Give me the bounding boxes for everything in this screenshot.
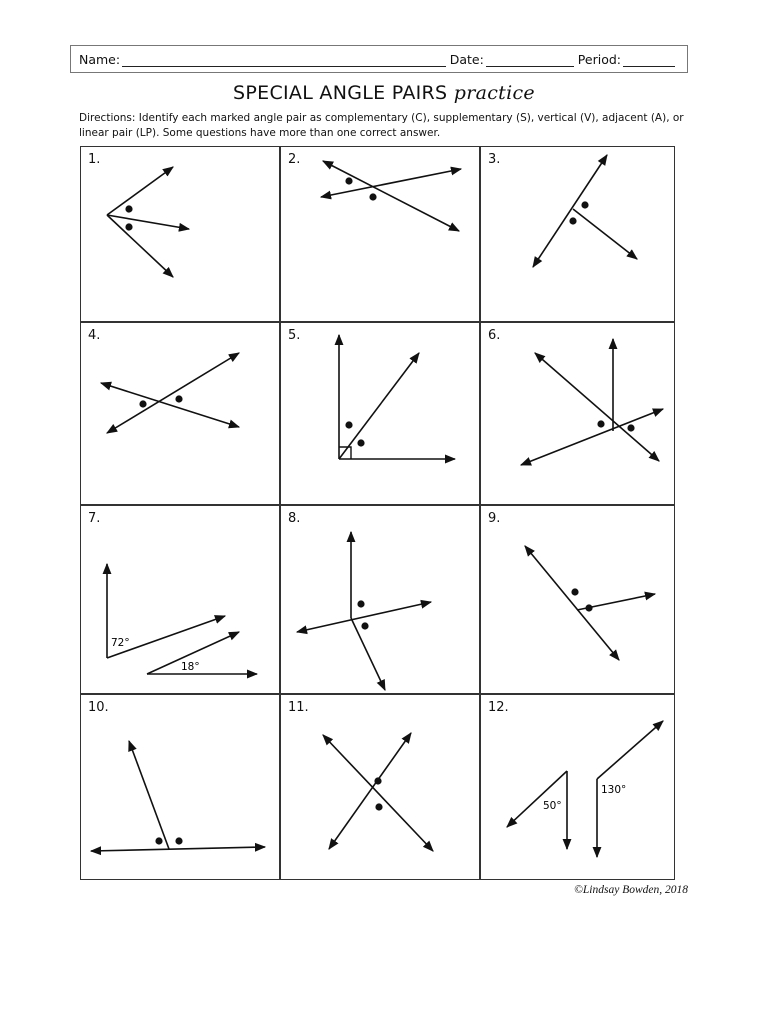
problem-number: 4. <box>88 328 101 343</box>
problem-4-figure <box>81 323 281 506</box>
date-label: Date: <box>449 51 484 67</box>
directions: Directions: Identify each marked angle pair as complementary (C), supplementary (S), vertical (V), adjacent (A), or linear pair (LP). Some questions have more than one correct answer. <box>79 112 684 139</box>
problem-number: 11. <box>288 700 309 715</box>
angle-label-50: 50° <box>543 800 562 812</box>
copyright-credit: ©Lindsay Bowden, 2018 <box>574 884 688 896</box>
title-main: SPECIAL ANGLE PAIRS <box>233 82 448 104</box>
problem-3 <box>480 146 675 322</box>
problem-5-figure <box>281 323 481 506</box>
problem-10-figure <box>81 695 281 881</box>
problem-11 <box>280 694 480 880</box>
problem-7 <box>80 505 280 694</box>
problem-number: 5. <box>288 328 301 343</box>
problem-6 <box>480 322 675 505</box>
problem-number: 3. <box>488 152 501 167</box>
problem-2 <box>280 146 480 322</box>
date-blank[interactable] <box>486 52 574 67</box>
problem-number: 12. <box>488 700 509 715</box>
problem-4 <box>80 322 280 505</box>
problem-1-figure <box>81 147 281 323</box>
period-blank[interactable] <box>623 52 675 67</box>
problem-1 <box>80 146 280 322</box>
problem-6-figure <box>481 323 676 506</box>
problem-2-figure <box>281 147 481 323</box>
problem-5 <box>280 322 480 505</box>
problem-number: 8. <box>288 511 301 526</box>
problem-number: 7. <box>88 511 101 526</box>
problem-9-figure <box>481 506 676 695</box>
problem-number: 2. <box>288 152 301 167</box>
problem-8 <box>280 505 480 694</box>
problem-7-figure <box>81 506 281 695</box>
problem-10 <box>80 694 280 880</box>
header-fields <box>70 45 688 73</box>
problem-11-figure <box>281 695 481 881</box>
problem-12 <box>480 694 675 880</box>
page-title <box>0 82 768 104</box>
problem-number: 6. <box>488 328 501 343</box>
period-label: Period: <box>577 51 621 67</box>
problem-8-figure <box>281 506 481 695</box>
title-script: practice <box>453 82 535 104</box>
angle-label-130: 130° <box>601 784 627 796</box>
name-label: Name: <box>79 51 121 67</box>
problem-number: 1. <box>88 152 101 167</box>
problem-12-figure <box>481 695 676 881</box>
problem-number: 10. <box>88 700 109 715</box>
problem-9 <box>480 505 675 694</box>
angle-label-18: 18° <box>181 661 200 673</box>
problem-number: 9. <box>488 511 501 526</box>
problem-3-figure <box>481 147 676 323</box>
name-blank[interactable] <box>122 52 446 67</box>
angle-label-72: 72° <box>111 637 130 649</box>
